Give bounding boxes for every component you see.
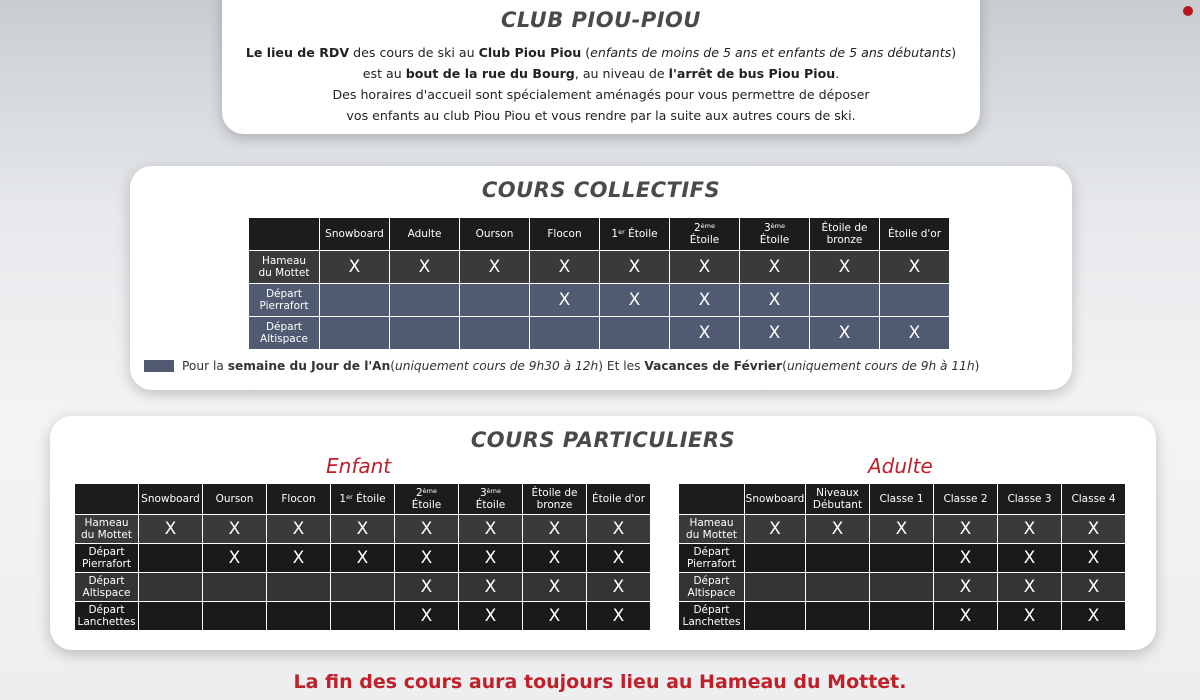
club-l2-bold-1: bout de la rue du Bourg [405,66,575,81]
table-cell: X [530,251,599,283]
table-cell: X [740,251,809,283]
table-cell: X [203,544,266,572]
club-title: CLUB PIOU-PIOU [501,8,701,32]
table-cell: X [459,515,522,543]
club-line-1 [222,42,980,63]
table-cell: X [395,544,458,572]
legend-bold-1: semaine du Jour de l'An [227,359,391,373]
table-cell [331,573,394,601]
table-cell: X [523,515,586,543]
table-cell: X [1062,602,1125,630]
particuliers-title: COURS PARTICULIERS [470,428,736,452]
column-header: Étoile de bronze [810,218,879,250]
row-header: Départ Pierrafort [75,544,138,572]
table-row [679,573,1125,601]
table-cell: X [998,573,1061,601]
legend-text-4: ( [782,359,787,373]
club-l1-text-3: ) [951,45,957,60]
table-cell [870,602,933,630]
table-cell: X [806,515,869,543]
table-cell: X [880,251,949,283]
column-header: Flocon [267,484,330,514]
footer-message: La fin des cours aura toujours lieu au Hameau du Mottet. [293,671,907,693]
table-corner [679,484,744,514]
table-cell: X [670,284,739,316]
table-cell [810,284,879,316]
column-header: Ourson [460,218,529,250]
table-row [75,515,650,543]
table-cell [745,544,805,572]
collectifs-title: COURS COLLECTIFS [481,178,721,202]
club-line-2 [222,63,980,84]
table-cell: X [1062,515,1125,543]
table-cell [267,573,330,601]
table-cell: X [523,544,586,572]
cours-collectifs-card [130,166,1072,390]
table-cell [390,284,459,316]
table-cell: X [998,602,1061,630]
table-cell: X [670,251,739,283]
table-cell [203,602,266,630]
club-l1-text-2: ( [581,45,591,60]
table-cell: X [331,515,394,543]
table-cell: X [267,515,330,543]
table-cell: X [587,573,650,601]
table-cell: X [523,602,586,630]
row-header: Hameau du Mottet [249,251,319,283]
legend-swatch [144,360,174,372]
collectifs-table [248,217,950,350]
table-cell [331,602,394,630]
column-header: Niveaux Débutant [806,484,869,514]
column-header: Snowboard [745,484,805,514]
table-row [679,515,1125,543]
collectifs-legend [144,359,979,373]
legend-italic-1: uniquement cours de 9h30 à 12h [395,359,599,373]
table-cell: X [740,317,809,349]
table-cell [460,317,529,349]
club-l1-text-1: des cours de ski au [349,45,479,60]
table-cell: X [459,573,522,601]
table-cell [870,544,933,572]
table-cell: X [460,251,529,283]
column-header: Snowboard [139,484,202,514]
table-row [249,251,949,283]
table-cell: X [331,544,394,572]
column-header: 1er Étoile [331,484,394,514]
legend-text-2: ( [390,359,396,373]
table-cell: X [1062,573,1125,601]
table-cell: X [934,515,997,543]
table-cell: X [203,515,266,543]
table-cell [320,284,389,316]
row-header: Départ Altispace [249,317,319,349]
legend-text-5: ) [974,359,980,373]
row-header: Départ Pierrafort [679,544,744,572]
table-cell: X [459,544,522,572]
table-row [679,544,1125,572]
column-header: 2ème Étoile [670,218,739,250]
row-header: Hameau du Mottet [75,515,138,543]
row-header: Hameau du Mottet [679,515,744,543]
legend-text-1: Pour la [182,359,224,373]
adulte-subtitle: Adulte [868,454,933,478]
table-cell: X [395,602,458,630]
table-cell: X [670,317,739,349]
table-corner [249,218,319,250]
table-cell [745,573,805,601]
table-cell [390,317,459,349]
enfant-table [74,483,651,631]
table-cell [530,317,599,349]
column-header: 3ème Étoile [740,218,809,250]
club-description [222,42,980,126]
table-cell: X [934,602,997,630]
column-header: 2ème Étoile [395,484,458,514]
row-header: Départ Pierrafort [249,284,319,316]
cours-particuliers-card [50,416,1156,650]
table-cell: X [810,251,879,283]
table-cell: X [530,284,599,316]
column-header: Classe 2 [934,484,997,514]
column-header: Étoile de bronze [523,484,586,514]
table-cell: X [390,251,459,283]
adulte-table [678,483,1126,631]
column-header: Ourson [203,484,266,514]
table-cell: X [880,317,949,349]
table-row [75,573,650,601]
club-line-4: vos enfants au club Piou Piou et vous rendre par la suite aux autres cours de ski. [346,108,856,123]
table-cell: X [810,317,879,349]
table-cell: X [587,515,650,543]
column-header: 1er Étoile [600,218,669,250]
table-cell: X [267,544,330,572]
table-cell: X [320,251,389,283]
table-cell [203,573,266,601]
table-cell: X [934,573,997,601]
column-header: Adulte [390,218,459,250]
legend-italic-2: uniquement cours de 9h à 11h [786,359,975,373]
table-cell [806,544,869,572]
table-cell [139,544,202,572]
table-cell [320,317,389,349]
row-header: Départ Lanchettes [75,602,138,630]
table-row [75,544,650,572]
table-row [75,602,650,630]
column-header: Étoile d'or [880,218,949,250]
column-header: 3ème Étoile [459,484,522,514]
table-cell: X [395,515,458,543]
table-cell [139,602,202,630]
table-cell [870,573,933,601]
column-header: Flocon [530,218,599,250]
club-l2-bold-2: l'arrêt de bus Piou Piou [668,66,836,81]
table-cell [139,573,202,601]
club-l1-bold-1: Le lieu de RDV [245,45,350,60]
column-header: Classe 4 [1062,484,1125,514]
column-header: Étoile d'or [587,484,650,514]
table-cell: X [523,573,586,601]
legend-text-3: ) Et les [598,359,641,373]
table-cell [880,284,949,316]
table-cell: X [1062,544,1125,572]
table-cell: X [740,284,809,316]
column-header: Snowboard [320,218,389,250]
table-cell [460,284,529,316]
table-cell [267,602,330,630]
column-header: Classe 3 [998,484,1061,514]
table-cell: X [934,544,997,572]
table-cell [806,602,869,630]
table-cell: X [998,544,1061,572]
table-cell: X [587,544,650,572]
club-piou-piou-card [222,0,980,134]
table-cell: X [870,515,933,543]
club-l2-text-1: est au [362,66,406,81]
row-header: Départ Lanchettes [679,602,744,630]
table-cell: X [600,251,669,283]
table-cell: X [745,515,805,543]
table-cell [806,573,869,601]
table-cell: X [139,515,202,543]
background-decoration [1183,6,1193,16]
row-header: Départ Altispace [75,573,138,601]
legend-bold-2: Vacances de Février [644,359,783,373]
table-cell: X [395,573,458,601]
club-l2-text-3: . [835,66,840,81]
table-corner [75,484,138,514]
table-cell: X [459,602,522,630]
table-cell: X [600,284,669,316]
table-cell: X [587,602,650,630]
row-header: Départ Altispace [679,573,744,601]
table-cell: X [998,515,1061,543]
enfant-subtitle: Enfant [326,454,392,478]
table-row [679,602,1125,630]
club-l1-bold-2: Club Piou Piou [478,45,582,60]
table-cell [745,602,805,630]
table-row [249,284,949,316]
table-row [249,317,949,349]
club-line-3: Des horaires d'accueil sont spécialement aménagés pour vous permettre de déposer [332,87,870,102]
column-header: Classe 1 [870,484,933,514]
table-cell [600,317,669,349]
club-l2-text-2: , au niveau de [574,66,669,81]
club-l1-italic: enfants de moins de 5 ans et enfants de 5 ans débutants [590,45,952,60]
